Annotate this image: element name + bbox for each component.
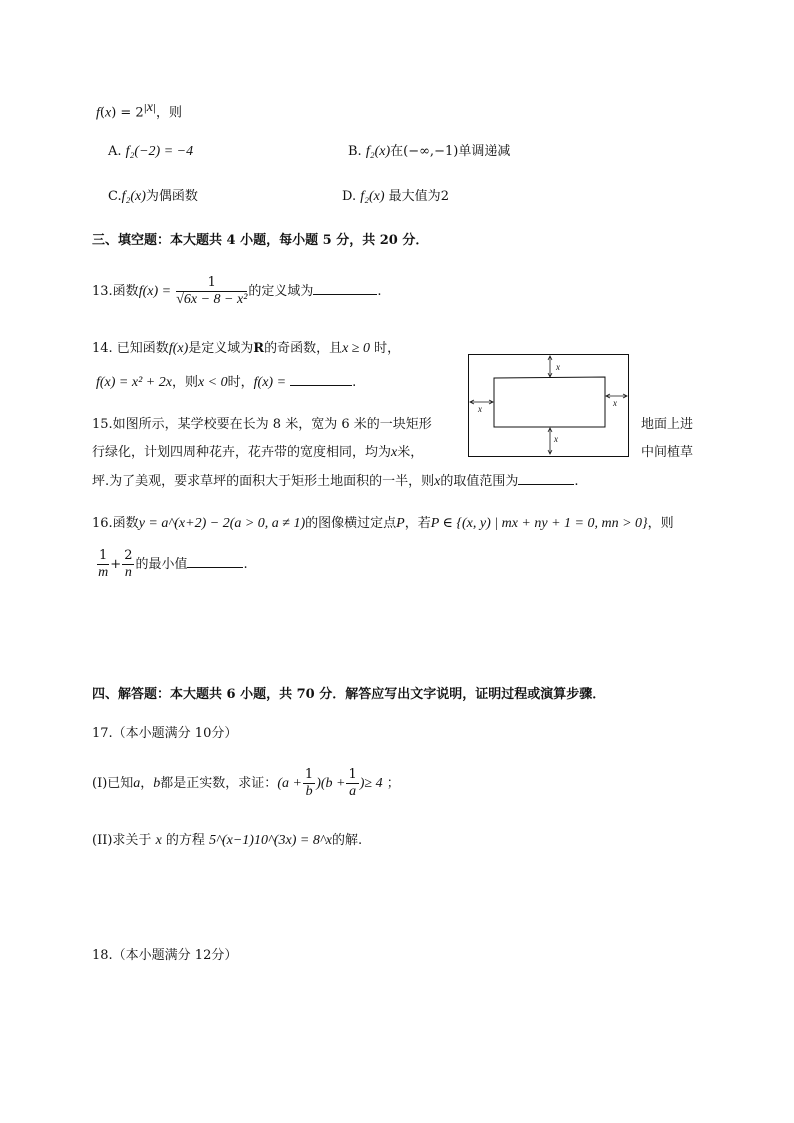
- q14-line1: 14. 已知函数f(x)是定义域为R的奇函数，且x ≥ 0 时，: [92, 341, 401, 356]
- q17-title: 17.（本小题满分 10分）: [92, 726, 238, 741]
- q17-fraction-1: $\frac{1}{b}$: [304, 767, 314, 799]
- q16-fraction-1: $\frac{1}{m}$: [98, 548, 109, 580]
- figure-x-bottom: x: [554, 434, 558, 444]
- q18-title: 18.（本小题满分 12分）: [92, 948, 238, 963]
- figure-x-left: x: [478, 404, 482, 414]
- q12-option-c: C.f₂(x)为偶函数: [108, 189, 198, 204]
- q13: 13.函数f(x) = $\frac{1}{\text{√6x − 8 − x²}}$ 的定义域为 .: [92, 275, 382, 307]
- q12-option-d: D. f₂(x) 最大值为2: [342, 189, 449, 204]
- q15-line2-right: 中间植草: [641, 445, 694, 460]
- q14-answer-blank: [290, 373, 352, 386]
- q17-part1: (I)已知a，b都是正实数，求证：(a + $\frac{1}{b}$ )(b + $\frac{1}{a}$ )≥ 4 ；: [92, 767, 400, 799]
- q15-line3: 坪.为了美观，要求草坪的面积大于矩形土地面积的一半，则x的取值范围为 .: [92, 474, 579, 489]
- q16-answer-blank: [187, 555, 243, 568]
- q12-stem-tail: $f(x) = 2^{|x|}$，则: [96, 100, 183, 121]
- q15-line1: 15.如图所示，某学校要在长为 8 米，宽为 6 米的一块矩形: [92, 417, 432, 432]
- q17-fraction-2: $\frac{1}{a}$: [348, 767, 357, 799]
- figure-x-top: x: [556, 362, 560, 372]
- q13-fraction: $\frac{1}{\text{√6x − 8 − x²}}$: [176, 275, 248, 307]
- figure-x-right: x: [613, 398, 617, 408]
- q16-fraction-2: $\frac{2}{n}$: [124, 548, 133, 580]
- q15-garden-figure: [468, 354, 630, 458]
- q17-part2: (II)求关于 x 的方程 5^(x−1)10^(3x) = 8^x的解.: [92, 833, 363, 848]
- section-3-heading: 三、填空题：本大题共 4 小题，每小题 5 分，共 20 分．: [92, 233, 429, 248]
- q14-line2: f(x) = x² + 2x，则x < 0时，f(x) = .: [96, 375, 357, 390]
- q12-option-b: B. f₂(x)在(−∞,−1)单调递减: [348, 144, 511, 159]
- section-4-heading: 四、解答题：本大题共 6 小题，共 70 分．解答应写出文字说明，证明过程或演算步骤．: [92, 687, 606, 702]
- q12-option-a: A. f₂(−2) = −4: [108, 144, 194, 159]
- q16-line1: 16.函数y = a^(x+2) − 2(a > 0, a ≠ 1)的图像横过定点P，若P ∈ {(x, y) | mx + ny + 1 = 0, mn > 0}，则: [92, 516, 674, 531]
- q13-answer-blank: [313, 282, 377, 295]
- q15-line2: 行绿化，计划四周种花卉，花卉带的宽度相同，均为x米，: [92, 445, 424, 460]
- q15-line1-right: 地面上进: [641, 417, 694, 432]
- q15-answer-blank: [518, 472, 574, 485]
- q16-line2: $\frac{1}{m}$ + $\frac{2}{n}$ 的最小值 .: [98, 548, 248, 580]
